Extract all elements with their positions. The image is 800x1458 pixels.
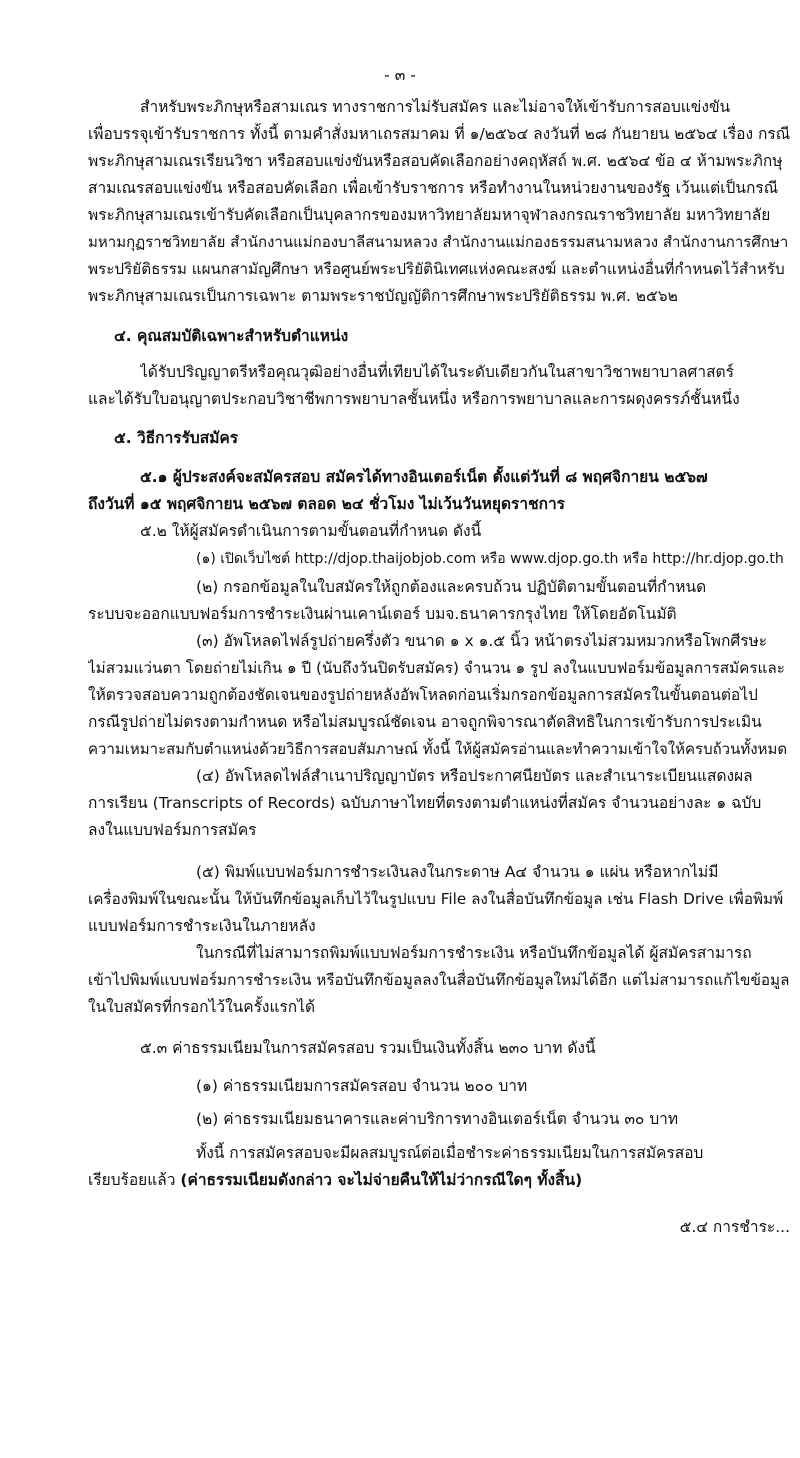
page-number: - ๓ -: [384, 66, 416, 84]
step-5-line: (๕) พิมพ์แบบฟอร์มการชำระเงินลงในกระดาษ A๔ จำนวน ๑ แผ่น หรือหากไม่มี: [196, 863, 719, 881]
section-4-line: ได้รับปริญญาตรีหรือคุณวุฒิอย่างอื่นที่เทียบได้ในระดับเดียวกันในสาขาวิชาพยาบาลศาสตร์: [140, 363, 734, 381]
step-4-line: ลงในแบบฟอร์มการสมัคร: [88, 821, 257, 839]
step-3-line: กรณีรูปถ่ายไม่ตรงตามกำหนด หรือไม่สมบูรณ์ชัดเจน อาจถูกพิจารณาตัดสิทธิในการเข้ารับการประเมิน: [88, 713, 762, 731]
note-line: ในกรณีที่ไม่สามารถพิมพ์แบบฟอร์มการชำระเงิน หรือบันทึกข้อมูลได้ ผู้สมัครสามารถ: [196, 944, 752, 962]
intro-line: มหามกุฏราชวิทยาลัย สำนักงานแม่กองบาลีสนามหลวง สำนักงานแม่กองธรรมสนามหลวง สำนักงานการศึกษา: [88, 233, 789, 251]
fee-line: (๑) ค่าธรรมเนียมการสมัครสอบ จำนวน ๒๐๐ บาท: [196, 1077, 528, 1095]
item-5-1-line: ถึงวันที่ ๑๕ พฤศจิกายน ๒๕๖๗ ตลอด ๒๔ ชั่วโมง ไม่เว้นวันหยุดราชการ: [88, 495, 566, 513]
closing-text: เรียบร้อยแล้ว: [88, 1171, 176, 1189]
step-1-line: (๑) เปิดเว็บไซต์ http://djop.thaijobjob.com หรือ www.djop.go.th หรือ http://hr.djop.go.th: [196, 551, 784, 567]
item-5-3-heading: ๕.๓ ค่าธรรมเนียมในการสมัครสอบ รวมเป็นเงินทั้งสิ้น ๒๓๐ บาท ดังนี้: [140, 1039, 596, 1057]
note-line: ในใบสมัครที่กรอกไว้ในครั้งแรกได้: [88, 998, 316, 1016]
item-5-2-heading: ๕.๒ ให้ผู้สมัครดำเนินการตามขั้นตอนที่กำหนด ดังนี้: [140, 522, 482, 540]
intro-line: สามเณรสอบแข่งขัน หรือสอบคัดเลือก เพื่อเข้ารับราชการ หรือทำงานในหน่วยงานของรัฐ เว้นแต่เป็นกรณี: [88, 179, 779, 197]
step-3-line: ความเหมาะสมกับตำแหน่งด้วยวิธีการสอบสัมภาษณ์ ทั้งนี้ ให้ผู้สมัครอ่านและทำความเข้าใจให้ครบถ้วนทั้งหมด: [88, 740, 788, 758]
step-4-line: (๔) อัพโหลดไฟล์สำเนาปริญญาบัตร หรือประกาศนียบัตร และสำเนาระเบียนแสดงผล: [196, 767, 753, 785]
step-3-line: ให้ตรวจสอบความถูกต้องชัดเจนของรูปถ่ายหลังอัพโหลดก่อนเริ่มกรอกข้อมูลการสมัครในขั้นตอนต่อไป: [88, 686, 758, 704]
continuation-marker: ๕.๔ การชำระ...: [679, 1218, 790, 1236]
closing-line: ทั้งนี้ การสมัครสอบจะมีผลสมบูรณ์ต่อเมื่อชำระค่าธรรมเนียมในการสมัครสอบ: [196, 1144, 704, 1162]
note-line: เข้าไปพิมพ์แบบฟอร์มการชำระเงิน หรือบันทึกข้อมูลลงในสื่อบันทึกข้อมูลใหม่ได้อีก แต่ไม่สามารถแก้ไขข้อมูล: [88, 971, 790, 989]
intro-line: พระภิกษุสามเณรเป็นการเฉพาะ ตามพระราชบัญญัติการศึกษาพระปริยัติธรรม พ.ศ. ๒๕๖๒: [88, 287, 678, 305]
step-5-line: แบบฟอร์มการชำระเงินในภายหลัง: [88, 917, 316, 935]
intro-line: พระภิกษุสามเณรเรียนวิชา หรือสอบแข่งขันหรือสอบคัดเลือกอย่างคฤหัสถ์ พ.ศ. ๒๕๖๔ ข้อ ๔ ห้ามพระภิกษุ: [88, 152, 783, 170]
step-2-line: ระบบจะออกแบบฟอร์มการชำระเงินผ่านเคาน์เตอร์ บมจ.ธนาคารกรุงไทย ให้โดยอัตโนมัติ: [88, 605, 677, 623]
non-refundable-note: (ค่าธรรมเนียมดังกล่าว จะไม่จ่ายคืนให้ไม่ว่ากรณีใดๆ ทั้งสิ้น): [180, 1171, 583, 1189]
intro-line: สำหรับพระภิกษุหรือสามเณร ทางราชการไม่รับสมัคร และไม่อาจให้เข้ารับการสอบแข่งขัน: [140, 98, 731, 116]
step-2-line: (๒) กรอกข้อมูลในใบสมัครให้ถูกต้องและครบถ้วน ปฏิบัติตามขั้นตอนที่กำหนด: [196, 578, 707, 596]
step-4-line: การเรียน (Transcripts of Records) ฉบับภาษาไทยที่ตรงตามตำแหน่งที่สมัคร จำนวนอย่างละ ๑ ฉบับ: [88, 794, 762, 812]
section-5-heading: ๕. วิธีการรับสมัคร: [114, 429, 239, 447]
section-4-line: และได้รับใบอนุญาตประกอบวิชาชีพการพยาบาลชั้นหนึ่ง หรือการพยาบาลและการผดุงครรภ์ชั้นหนึ่ง: [88, 390, 740, 408]
step-5-line: เครื่องพิมพ์ในขณะนั้น ให้บันทึกข้อมูลเก็บไว้ในรูปแบบ File ลงในสื่อบันทึกข้อมูล เช่น Flash Drive เพื่อพิมพ์: [88, 890, 784, 908]
intro-line: เพื่อบรรจุเข้ารับราชการ ทั้งนี้ ตามคำสั่งมหาเถรสมาคม ที่ ๑/๒๕๖๔ ลงวันที่ ๒๘ กันยายน ๒๕๖๔ เรื่อง กรณี: [88, 125, 790, 143]
item-5-1-line: ๕.๑ ผู้ประสงค์จะสมัครสอบ สมัครได้ทางอินเตอร์เน็ต ตั้งแต่วันที่ ๘ พฤศจิกายน ๒๕๖๗: [140, 468, 708, 486]
intro-line: พระภิกษุสามเณรเข้ารับคัดเลือกเป็นบุคลากรของมหาวิทยาลัยมหาจุฬาลงกรณราชวิทยาลัย มหาวิทยาลัย: [88, 206, 771, 224]
step-3-line: ไม่สวมแว่นตา โดยถ่ายไม่เกิน ๑ ปี (นับถึงวันปิดรับสมัคร) จำนวน ๑ รูป ลงในแบบฟอร์มข้อมูลการสมัครและ: [88, 659, 785, 677]
closing-line: [88, 1169, 790, 1191]
step-3-line: (๓) อัพโหลดไฟล์รูปถ่ายครึ่งตัว ขนาด ๑ x ๑.๕ นิ้ว หน้าตรงไม่สวมหมวกหรือโพกศีรษะ: [196, 632, 768, 650]
fee-line: (๒) ค่าธรรมเนียมธนาคารและค่าบริการทางอินเตอร์เน็ต จำนวน ๓๐ บาท: [196, 1110, 679, 1128]
intro-line: พระปริยัติธรรม แผนกสามัญศึกษา หรือศูนย์พระปริยัตินิเทศแห่งคณะสงฆ์ และตำแหน่งอื่นที่กำหนดไว้สำหรับ: [88, 260, 785, 278]
section-4-heading: ๔. คุณสมบัติเฉพาะสำหรับตำแหน่ง: [114, 327, 349, 345]
